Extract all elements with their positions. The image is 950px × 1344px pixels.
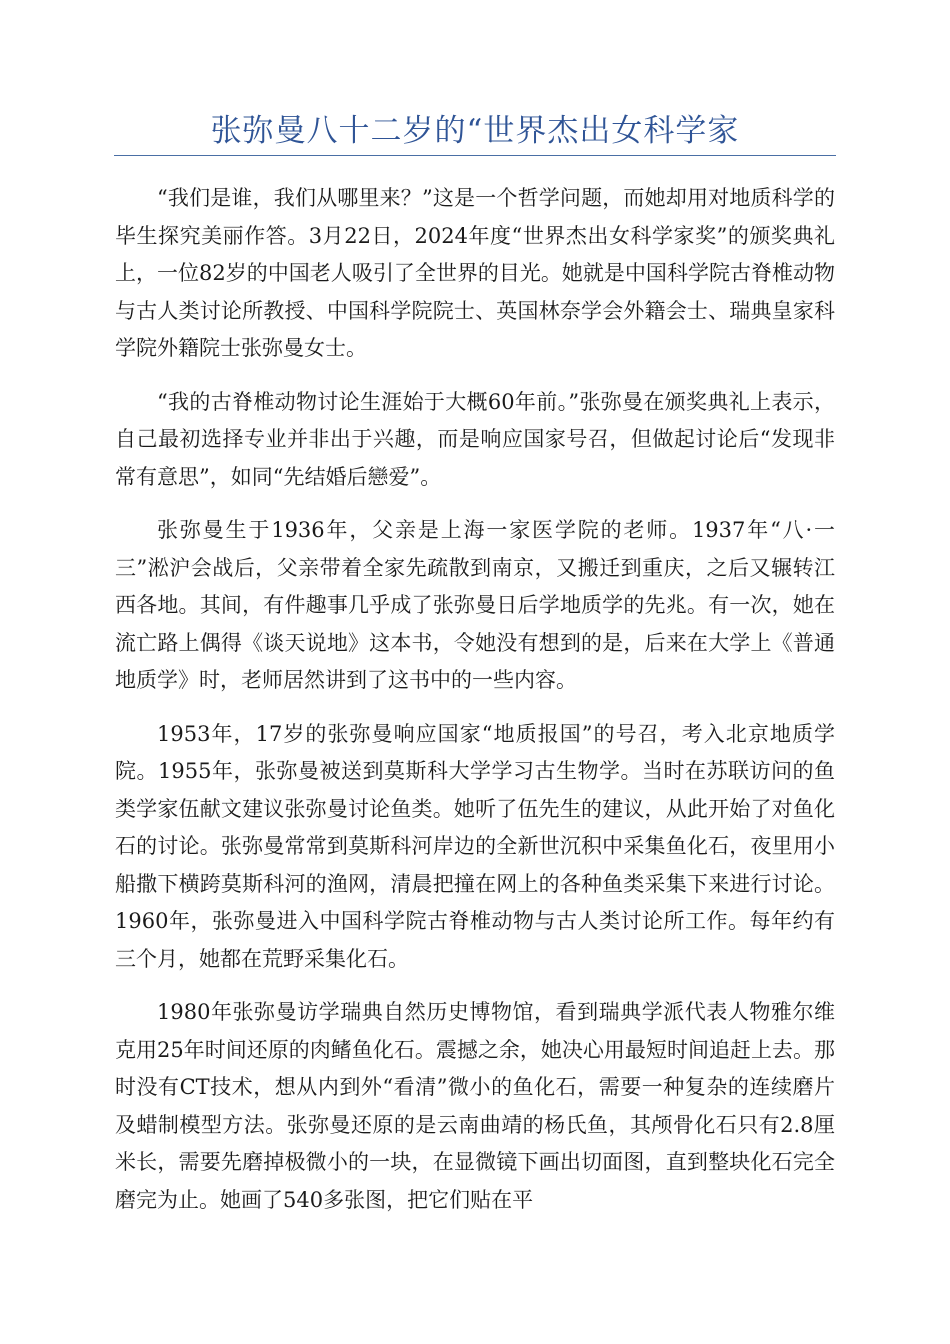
article-body: [115, 180, 835, 1219]
paragraph-4: 1953年，17岁的张弥曼响应国家“地质报国”的号召，考入北京地质学院。1955年，张弥曼被送到莫斯科大学学习古生物学。当时在苏联访问的鱼类学家伍献文建议张弥曼讨论鱼类。她听了伍先生的建议，从此开始了对鱼化石的讨论。张弥曼常常到莫斯科河岸边的全新世沉积中采集鱼化石，夜里用小船撒下横跨莫斯科河的渔网，清晨把撞在网上的各种鱼类采集下来进行讨论。1960年，张弥曼进入中国科学院古脊椎动物与古人类讨论所工作。每年约有三个月，她都在荒野采集化石。: [115, 721, 835, 971]
paragraph-2: “我的古脊椎动物讨论生涯始于大概60年前。”张弥曼在颁奖典礼上表示，自己最初选择专业并非出于兴趣，而是响应国家号召，但做起讨论后“发现非常有意思”，如同“先结婚后戀爱”。: [115, 389, 835, 489]
document-title: 张弥曼八十二岁的“世界杰出女科学家: [210, 113, 740, 149]
paragraph-5: 1980年张弥曼访学瑞典自然历史博物馆，看到瑞典学派代表人物雅尔维克用25年时间还原的肉鳍鱼化石。震撼之余，她决心用最短时间追赶上去。那时没有CT技术，想从内到外“看清”微小的鱼化石，需要一种复杂的连续磨片及蜡制模型方法。张弥曼还原的是云南曲靖的杨氏鱼，其颅骨化石只有2.8厘米长，需要先磨掉极微小的一块，在显微镜下画出切面图，直到整块化石完全磨完为止。她画了540多张图，把它们贴在平: [115, 1000, 835, 1212]
title-underline: [114, 155, 836, 156]
paragraph-3: 张弥曼生于1936年，父亲是上海一家医学院的老师。1937年“八·一三”淞沪会战后，父亲带着全家先疏散到南京，又搬迁到重庆，之后又辗转江西各地。其间，有件趣事几乎成了张弥曼日后学地质学的先兆。有一次，她在流亡路上偶得《谈天说地》这本书，令她没有想到的是，后来在大学上《普通地质学》时，老师居然讲到了这书中的一些内容。: [115, 518, 835, 692]
paragraph-1: “我们是谁，我们从哪里来？”这是一个哲学问题，而她却用对地质科学的毕生探究美丽作答。3月22日，2024年度“世界杰出女科学家奖”的颁奖典礼上，一位82岁的中国老人吸引了全世界的目光。她就是中国科学院古脊椎动物与古人类讨论所教授、中国科学院院士、英国林奈学会外籍会士、瑞典皇家科学院外籍院士张弥曼女士。: [115, 186, 835, 360]
